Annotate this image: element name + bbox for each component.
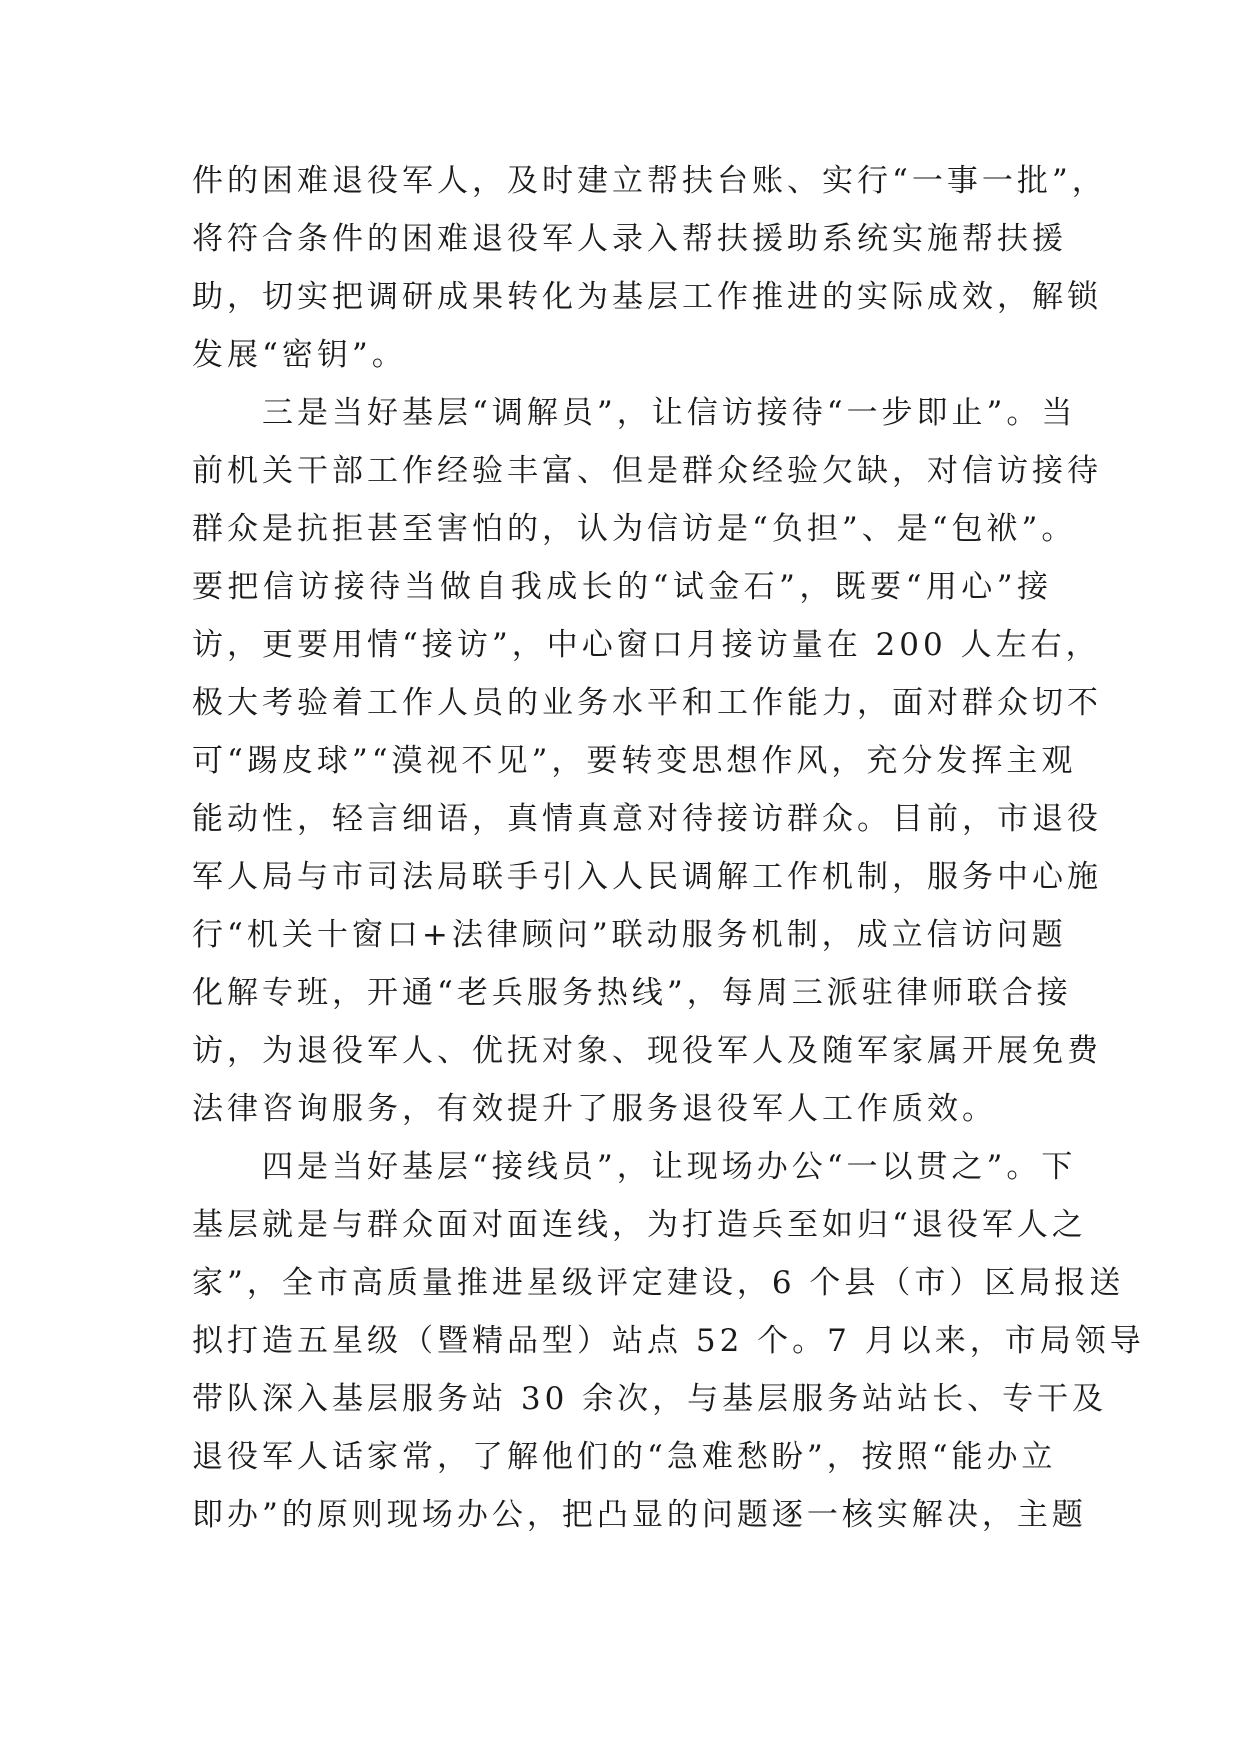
text-line: 即办”的原则现场办公，把凸显的问题逐一核实解决，主题: [192, 1497, 1087, 1533]
text-line: 群众是抗拒甚至害怕的，认为信访是“负担”、是“包袱”。: [192, 511, 1077, 547]
text-line: 将符合条件的困难退役军人录入帮扶援助系统实施帮扶援: [192, 221, 1067, 257]
text-line: 要把信访接待当做自我成长的“试金石”，既要“用心”接: [192, 569, 1052, 605]
text-line: 化解专班，开通“老兵服务热线”，每周三派驻律师联合接: [192, 975, 1072, 1011]
body-text: [192, 152, 1145, 1544]
text-line: 可“踢皮球”“漠视不见”，要转变思想作风，充分发挥主观: [192, 743, 1077, 779]
text-line: 发展“密钥”。: [192, 337, 407, 373]
text-line: 访，为退役军人、优抚对象、现役军人及随军家属开展免费: [192, 1033, 1102, 1069]
text-line: 能动性，轻言细语，真情真意对待接访群众。目前，市退役: [192, 801, 1102, 837]
text-line: 前机关干部工作经验丰富、但是群众经验欠缺，对信访接待: [192, 453, 1102, 489]
text-line: 助，切实把调研成果转化为基层工作推进的实际成效，解锁: [192, 279, 1102, 315]
text-line: 退役军人话家常，了解他们的“急难愁盼”，按照“能办立: [192, 1439, 1057, 1475]
text-line: 极大考验着工作人员的业务水平和工作能力，面对群众切不: [192, 685, 1102, 721]
text-line: 带队深入基层服务站 30 余次，与基层服务站站长、专干及: [192, 1381, 1108, 1417]
text-line: 访，更要用情“接访”，中心窗口月接访量在 200 人左右，: [192, 627, 1101, 663]
text-line: 件的困难退役军人，及时建立帮扶台账、实行“一事一批”，: [192, 163, 1107, 199]
paragraph-start-line: 四是当好基层“接线员”，让现场办公“一以贯之”。下: [262, 1149, 1077, 1185]
paragraph-start-line: 三是当好基层“调解员”，让信访接待“一步即止”。当: [262, 395, 1077, 431]
text-line: 行“机关十窗口+法律顾问”联动服务机制，成立信访问题: [192, 917, 1067, 953]
text-line: 家”，全市高质量推进星级评定建设，6 个县（市）区局报送: [192, 1265, 1125, 1301]
text-line: 基层就是与群众面对面连线，为打造兵至如归“退役军人之: [192, 1207, 1087, 1243]
text-line: 军人局与市司法局联手引入人民调解工作机制，服务中心施: [192, 859, 1102, 895]
text-line: 拟打造五星级（暨精品型）站点 52 个。7 月以来，市局领导: [192, 1323, 1145, 1359]
text-line: 法律咨询服务，有效提升了服务退役军人工作质效。: [192, 1091, 997, 1127]
